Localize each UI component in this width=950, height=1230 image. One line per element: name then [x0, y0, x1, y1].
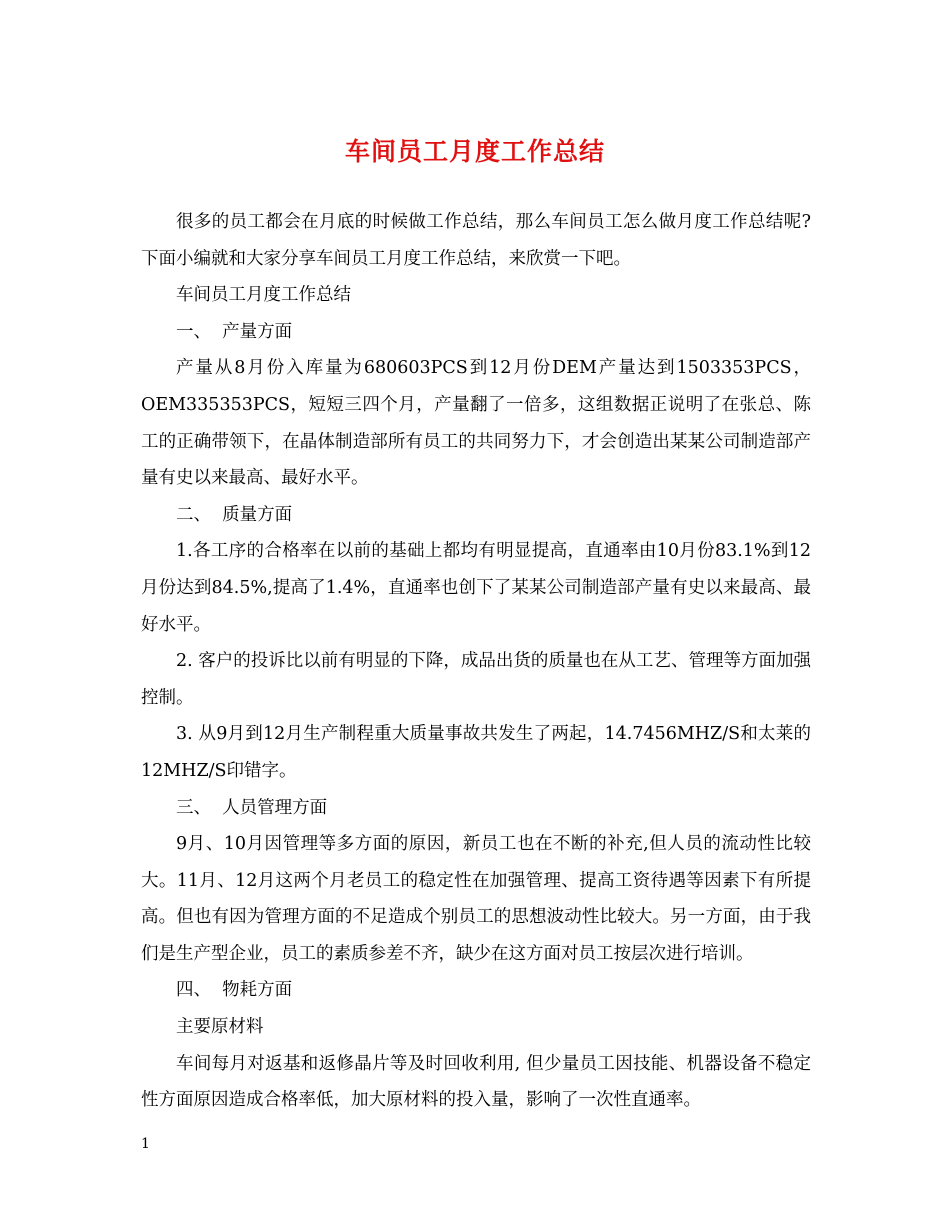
intro-paragraph: 很多的员工都会在月底的时候做工作总结，那么车间员工怎么做月度工作总结呢?下面小编就和大家分享车间员工月度工作总结，来欣赏一下吧。	[141, 212, 811, 269]
quality-item-3: 3. 从9月到12月生产制程重大质量事故共发生了两起，14.7456MHZ/S和太莱的12MHZ/S印错字。	[141, 724, 811, 781]
section-heading-personnel: 三、 人员管理方面	[176, 797, 328, 818]
section-heading-output: 一、 产量方面	[176, 321, 293, 342]
section-heading-quality: 二、 质量方面	[176, 504, 293, 525]
quality-item-2: 2. 客户的投诉比以前有明显的下降，成品出货的质量也在从工艺、管理等方面加强控制。	[141, 651, 811, 708]
document-title: 车间员工月度工作总结	[344, 137, 605, 166]
personnel-paragraph: 9月、10月因管理等多方面的原因，新员工也在不断的补充,但人员的流动性比较大。11月、12月这两个月老员工的稳定性在加强管理、提高工资待遇等因素下有所提高。但也有因为管理方面的不足造成个别员工的思想波动性比较大。另一方面，由于我们是生产型企业，员工的素质参差不齐，缺少在这方面对员工按层次进行培训。	[141, 834, 811, 964]
output-paragraph: 产量从8月份入库量为680603PCS到12月份DEM产量达到1503353PCS，OEM335353PCS，短短三四个月，产量翻了一倍多，这组数据正说明了在张总、陈工的正确带领下，在晶体制造部所有员工的共同努力下，才会创造出某某公司制造部产量有史以来最高、最好水平。	[141, 358, 811, 489]
materials-subheading: 主要原材料	[176, 1017, 264, 1038]
quality-item-1: 1.各工序的合格率在以前的基础上都均有明显提高，直通率由10月份83.1%到12月份达到84.5%,提高了1.4%，直通率也创下了某某公司制造部产量有史以来最高、最好水平。	[141, 541, 811, 635]
section-heading-materials: 四、 物耗方面	[176, 980, 293, 1001]
document-body	[141, 204, 811, 1119]
materials-paragraph: 车间每月对返基和返修晶片等及时回收利用, 但少量员工因技能、机器设备不稳定性方面原因造成合格率低，加大原材料的投入量，影响了一次性直通率。	[141, 1053, 811, 1111]
page-number: 1	[141, 1136, 150, 1152]
subtitle-paragraph: 车间员工月度工作总结	[176, 285, 351, 306]
